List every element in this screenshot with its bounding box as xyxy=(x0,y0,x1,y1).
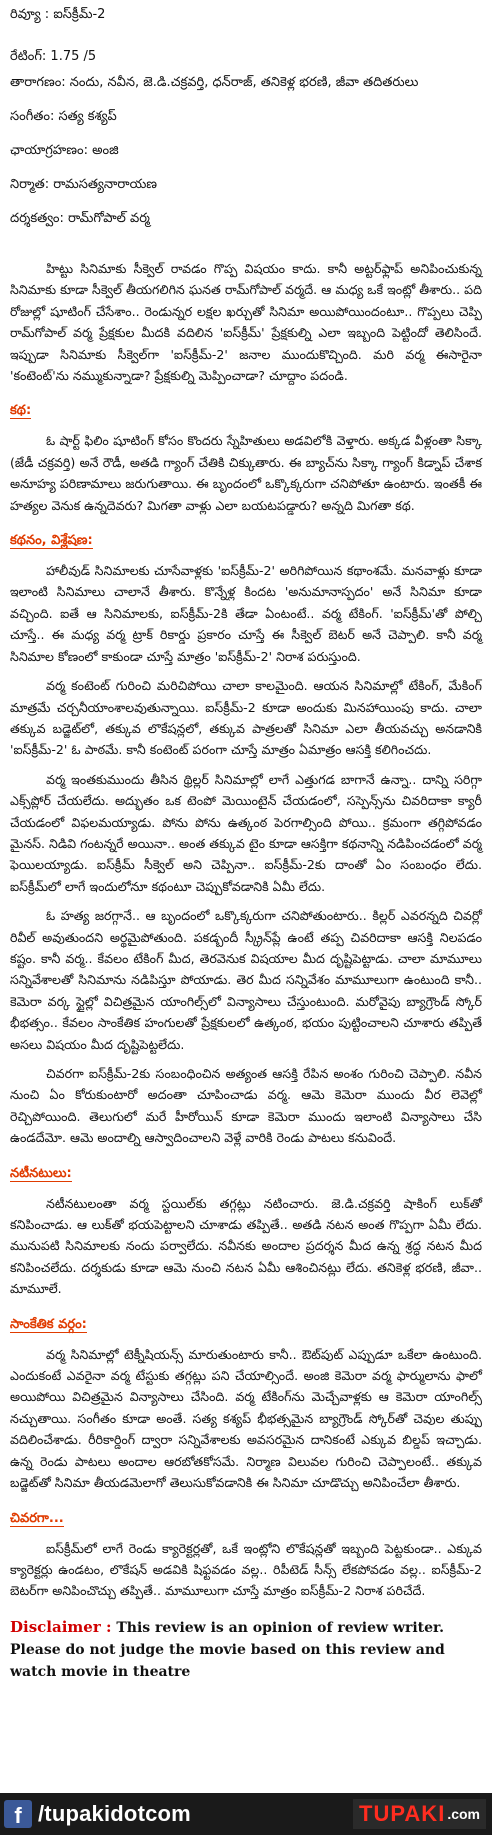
section-heading-technical xyxy=(0,1314,492,1336)
review-title: రివ్యూ : ఐస్‌క్రీమ్-2 xyxy=(10,7,106,22)
analysis-paragraph: వర్మ ఇంతకుముందు తీసిన థ్రిల్లర్ సినిమాల్లో లాగే ఎత్తుగడ బాగానే ఉన్నా.. దాన్ని సరిగ్గా ఎక్స్‌ప్లోర్ చేయలేదు. అద్భుతం ఒక టెంపో మెయింటైన్ చేయడంలో, సస్పెన్స్‌ను చివరిదాకా క్యారీ చేయడంలో విఫలమయ్యాడు. పోను పోను ఉత్కంఠ పెరగాల్సింది పోయి.. క్రమంగా తగ్గిపోవడం మైనస్. నిడివి గంటన్నరే అయినా.. అంత తక్కువ టైం కూడా ఆసక్తిగా కథనాన్ని నడిపించడంలో వర్మ ఫెయిలయ్యాడు. ఐస్‌క్రీమ్ సీక్వెల్ అని చెప్పినా.. ఐస్‌క్రీమ్-2కు దాంతో ఏం సంబంధం లేదు. ఐస్‌క్రీమ్‌లో లాగే ఇందులోనూ కథంటూ చెప్పుకోవడానికి ఏమీ లేదు. xyxy=(10,771,482,894)
performances-paragraph: నటీనటులంతా వర్మ స్టయిల్‌కు తగ్గట్లు నటించారు. జె.డి.చక్రవర్తి షాకింగ్ లుక్‌తో కనిపించాడు. ఆ లుక్‌తో భయపెట్టాలని చూశాడు తప్పితే.. అతడి నటన అంత గొప్పగా ఏమీ లేదు. మునుపటి సినిమాలకు నందు పర్వాలేదు. నవీనకు అందాల ప్రదర్శన మీద ఉన్న శ్రద్ధ నటన మీద కనిపించలేదు. దర్శకుడు కూడా ఆమె నుంచి నటన ఏమీ ఆశించినట్లు లేదు. తనికెళ్ల భరణి, జీవా.. మామూలే. xyxy=(10,1195,482,1297)
analysis-paragraph: ఓ హత్య జరగ్గానే.. ఆ బృందంలో ఒక్కొక్కరుగా చనిపోతుంటారు.. కిల్లర్ ఎవరన్నది చివర్లో రివీల్ అవుతుందని అర్థమైపోతుంది. పకడ్బందీ స్క్రీన్‌ప్లే ఉంటే తప్ప చివరిదాకా ఆసక్తి నిలపడం కష్టం. కానీ వర్మ.. కేవలం టేకింగ్ మీద, తెరవెనుక విషయాల మీద దృష్టిపెట్టాడు. చాలా మామూలు సన్నివేశాలతో సినిమాను నడిపిస్తూ పోయాడు. తెర మీద సన్నివేశం మామూలుగా ఉంటుంది కానీ.. కెమెరా వర్క స్టైల్లో విచిత్రమైన యాంగిల్స్‌లో విన్యాసాలు చేస్తుంటుంది. మరోవైపు బ్యాగ్రౌండ్ స్కోర్ భీభత్సం.. కేవలం సాంకేతిక హంగులతో ప్రేక్షకులలో ఉత్కంఠ, భయం పుట్టించాలని చూశారు తప్పితే అసలు విషయం మీద దృష్టిపెట్టలేదు. xyxy=(10,908,482,1052)
tupaki-logo[interactable] xyxy=(353,1799,486,1829)
movie-metadata xyxy=(0,0,492,244)
footer-bar xyxy=(0,1793,492,1835)
analysis-heading-text: కథనం, విశ్లేషణ: xyxy=(10,533,93,549)
disclaimer xyxy=(0,1616,492,1683)
intro-paragraph: హిట్టు సినిమాకు సీక్వెల్ రావడం గొప్ప విషయం కాదు. కానీ అట్టర్‌ఫ్లాప్ అనిపించుకున్న సినిమాకు కూడా సీక్వెల్ తీయగలిగిన ఘనత రామ్‌గోపాల్ వర్మదే. ఆ మధ్య ఒకే ఇంట్లో తీశారు.. పది రోజుల్లో షూటింగ్ చేసేశాం.. రెండున్నర లక్షల ఖర్చుతో సినిమా అయిపోయిందంటూ.. గొప్పలు చెప్పి రామ్‌గోపాల్ వర్మ ప్రేక్షకుల మీదకి వదిలిన 'ఐస్‌క్రీమ్' ప్రేక్షకుల్ని ఎలా ఇబ్బంది పెట్టిందో తెలిసిందే. ఇప్పుడా సినిమాకు సీక్వెల్‌గా 'ఐస్‌క్రీమ్-2' జనాల ముందుకొచ్చింది. మరి వర్మ ఈసారైనా 'కంటెంట్‌'ను నమ్ముకున్నాడా? ప్రేక్షకుల్ని మెప్పించాడా? చూద్దాం పదండి. xyxy=(10,261,482,384)
cast: తారాగణం: నందు, నవీన, జె.డి.చక్రవర్తి, ధన్‌రాజ్, తనికెళ్ల భరణి, జీవా తదితరులు xyxy=(10,75,419,90)
technical-heading-text: సాంకేతిక వర్గం: xyxy=(10,1316,87,1332)
verdict-heading-text: చివరగా... xyxy=(10,1510,64,1526)
camera: ఛాయాగ్రహణం: అంజి xyxy=(10,143,119,158)
director: దర్శకత్వం: రామ్‌గోపాల్ వర్మ xyxy=(10,211,150,226)
disclaimer-text: This review is an opinion of review writer. Please do not judge the movie based on this review and watch movie in theatre xyxy=(10,1619,445,1680)
producer: నిర్మాత: రామసత్యనారాయణ xyxy=(10,177,158,192)
analysis-paragraph: చివరగా ఐస్‌క్రీమ్-2కు సంబంధించిన అత్యంత ఆసక్తి రేపిన అంశం గురించి చెప్పాలి. నవీన నుంచి ఏం కోరుకుంటారో అదంతా చూపించాడు వర్మ. ఆమె కెమెరా ముందు వీర లెవెల్లో రెచ్చిపోయింది. తెలుగులో మరే హీరోయిన్ కూడా కెమెరా ముందు ఇలాంటి విన్యాసాలు చేసి ఉండదేమో. ఆమె అందాల్ని ఆస్వాదించాలని వెళ్లే వారికి రెండు పాటలు కనువిందే. xyxy=(10,1066,482,1146)
technical-paragraph: వర్మ సినిమాల్లో టెక్నీషియన్స్ మారుతుంటారు కానీ.. ఔట్‌పుట్ ఎప్పుడూ ఒకేలా ఉంటుంది. ఎందుకంటే ఎవరైనా వర్మ టేస్టుకు తగ్గట్లు పని చేయాల్సిందే. అంజి కెమెరా వర్మ ఫార్ములాను ఫాలో అయిపోయి విచిత్రమైన విన్యాసాలు చేసింది. వర్మ టేకింగ్‌ను మెచ్చేవాళ్లకు ఆ కెమెరా యాంగిల్స్ నచ్చుతాయి. సంగీతం కూడా అంతే. సత్య కశ్యప్ భీభత్సమైన బ్యాగ్రౌండ్ స్కోర్‌తో చెవుల తుప్పు వదిలించేశాడు. రీరికార్డింగ్ ద్వారా సన్నివేశాలకు అవసరమైన దానికంటే ఎక్కువ బిల్డప్ ఇచ్చాడు. ఉన్న రెండు పాటలు అందాల ఆరబోతకోసమే. నిర్మాణ విలువల గురించి చెప్పాలంటే.. తక్కువ బడ్జెట్‌తో సినిమా తీయడమెలాగో తెలుసుకోవడానికి ఈ సినిమా చూడొచ్చు అనిపించేలా తీశారు. xyxy=(10,1346,482,1491)
rating-value: రేటింగ్: 1.75 /5 xyxy=(10,49,97,64)
facebook-icon: f xyxy=(4,1800,32,1828)
story-heading-text: కథ: xyxy=(10,403,32,419)
logo-suffix: .com xyxy=(447,1806,480,1822)
performances-heading-text: నటీనటులు: xyxy=(10,1165,72,1181)
section-heading-verdict xyxy=(0,1508,492,1530)
music: సంగీతం: సత్య కశ్యప్ xyxy=(10,109,117,124)
logo-text: TUPAKI xyxy=(359,1801,446,1826)
story-paragraph: ఓ షార్ట్ ఫిలిం షూటింగ్ కోసం కొందరు స్నేహితులు అడవిలోకి వెళ్తారు. అక్కడ వీళ్లంతా సిక్కా (జేడీ చక్రవర్తి) అనే రౌడీ, అతడి గ్యాంగ్ చేతికి చిక్కుతారు. ఈ బ్యాచ్‌ను సిక్కా గ్యాంగ్ కిడ్నాప్ చేశాక అనూహ్య పరిణామాలు జరుగుతాయి. ఈ బృందంలో ఒక్కొక్కరుగా చనిపోతూ ఉంటారు. ఇంతకీ ఈ హత్యల వెనుక ఉన్నదెవరు? మిగతా వాళ్లు ఎలా బయటపడ్డారు? అన్నది మిగతా కథ. xyxy=(10,433,482,513)
analysis-paragraph: హాలీవుడ్ సినిమాలకు చూసేవాళ్లకు 'ఐస్‌క్రీమ్-2' అరిగిపోయిన కథాంశమే. మనవాళ్లు కూడా ఇలాంటి సినిమాలు చాలానే తీశారు. కొన్నేళ్ల కిందట 'అనుమానాస్పదం' అనే సినిమా కూడా వచ్చింది. ఐతే ఆ సినిమాలకు, ఐస్‌క్రీమ్-2కి తేడా ఏంటంటే.. వర్మ టేకింగ్. 'ఐస్‌క్రీమ్'తో పోల్చి చూస్తే.. ఈ మధ్య వర్మ ట్రాక్ రికార్డు ప్రకారం చూస్తే ఈ సీక్వెల్ బెటర్ అనే చెప్పాలి. కానీ వర్మ సినిమాల కోణంలో కాకుండా చూస్తే మాత్రం 'ఐస్‌క్రీమ్-2' నిరాశ పరుస్తుంది. xyxy=(10,563,482,664)
section-heading-story xyxy=(0,400,492,422)
analysis-paragraph: వర్మ కంటెంట్ గురించి మరిచిపోయి చాలా కాలమైంది. ఆయన సినిమాల్లో టేకింగ్, మేకింగ్ మాత్రమే చర్చనీయాంశాలవుతున్నాయి. ఐస్‌క్రీమ్-2 కూడా అందుకు మినహాయింపు కాదు. చాలా తక్కువ బడ్జెట్‌లో, తక్కువ లొకేషన్లలో, తక్కువ పాత్రలతో సినిమా ఎలా తీయవచ్చు అనడానికి 'ఐస్‌క్రీమ్-2' ఓ పాఠమే. కానీ కంటెంట్ పరంగా చూస్తే మాత్రం ఏమాత్రం ఆసక్తి కలిగించదు. xyxy=(10,678,482,758)
verdict-paragraph: ఐస్‌క్రీమ్‌లో లాగే రెండు క్యారెక్టర్లతో, ఒకే ఇంట్లోని లొకేషన్లతో ఇబ్బంది పెట్టకుండా.. ఎక్కువ క్యారెక్టర్లు ఉండటం, లొకేషన్ అడవికి షిఫ్టవడం వల్ల.. రిపీటెడ్ సీన్స్ లేకపోవడం వల్ల.. ఐస్‌క్రీమ్-2 బెటర్‌గా అనిపించొచ్చు తప్పితే.. మామూలుగా చూస్తే మాత్రం ఐస్‌క్రీమ్-2 నిరాశ పరిచేదే. xyxy=(10,1540,482,1599)
facebook-link[interactable] xyxy=(0,1800,191,1828)
section-heading-performances xyxy=(0,1163,492,1185)
rating xyxy=(10,40,482,74)
disclaimer-label: Disclaimer : xyxy=(10,1617,112,1636)
section-heading-analysis xyxy=(0,530,492,552)
facebook-url: /tupakidotcom xyxy=(38,1801,191,1826)
